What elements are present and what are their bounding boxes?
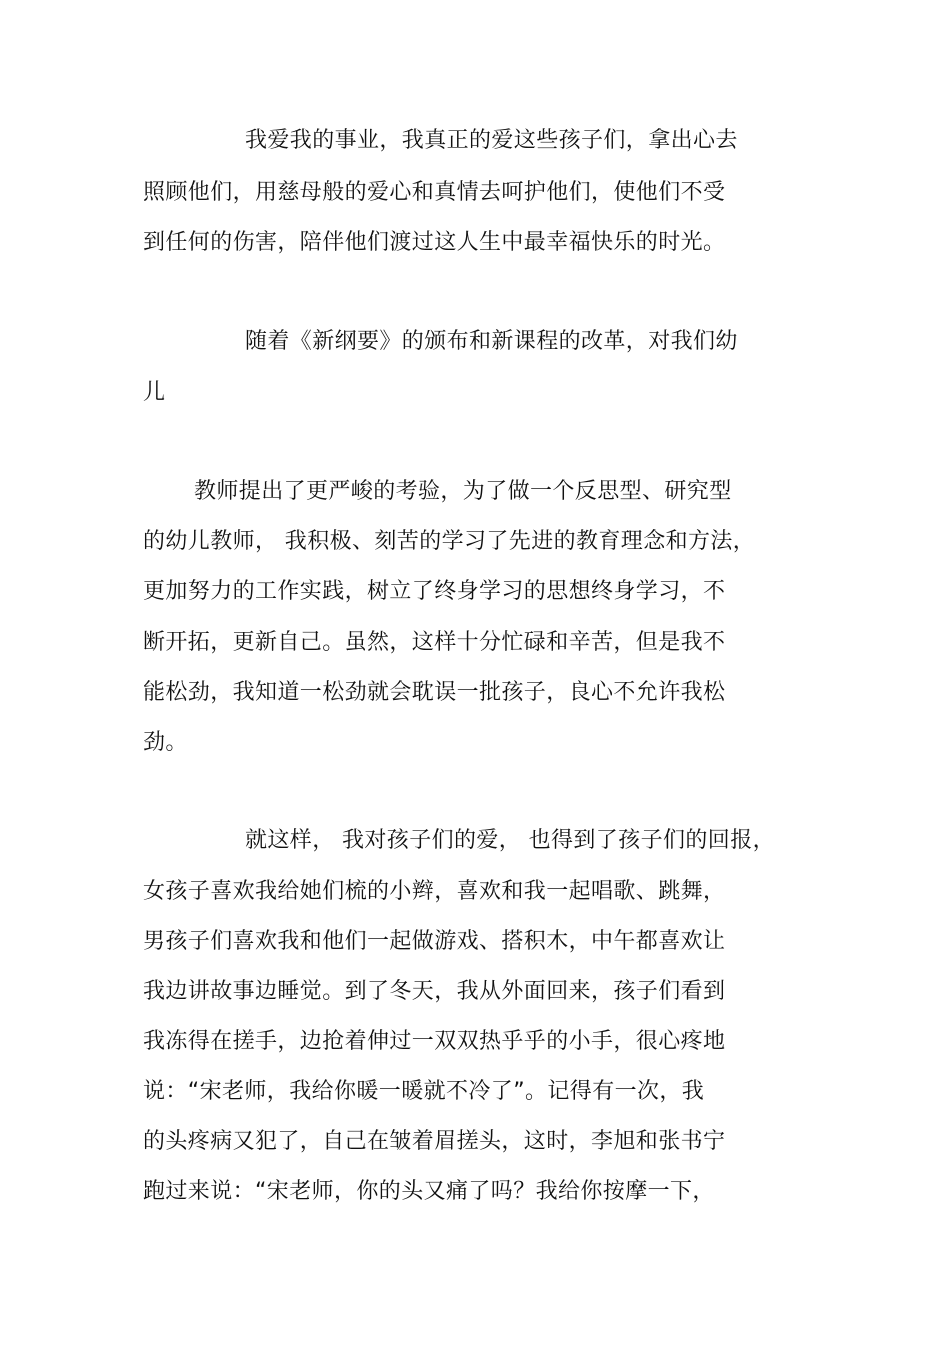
text-line: 到任何的伤害，陪伴他们渡过这人生中最幸福快乐的时光。 xyxy=(143,230,726,255)
text-line: 的头疼病又犯了，自己在皱着眉搓头，这时，李旭和张书宁 xyxy=(143,1129,726,1154)
text-line: 劲。 xyxy=(143,730,188,755)
text-line: 就这样， 我对孩子们的爱， 也得到了孩子们的回报， xyxy=(245,828,775,853)
text-line: 断开拓，更新自己。虽然，这样十分忙碌和辛苦，但是我不 xyxy=(143,630,726,655)
text-line: 照顾他们，用慈母般的爱心和真情去呵护他们，使他们不受 xyxy=(143,180,726,205)
text-line: 教师提出了更严峻的考验，为了做一个反思型、研究型 xyxy=(194,479,732,504)
text-line: 我爱我的事业，我真正的爱这些孩子们，拿出心去 xyxy=(245,128,738,153)
text-line: 说：“宋老师，我给你暖一暖就不冷了”。记得有一次，我 xyxy=(143,1079,705,1104)
text-line: 更加努力的工作实践，树立了终身学习的思想终身学习，不 xyxy=(143,579,726,604)
text-line: 能松劲，我知道一松劲就会耽误一批孩子，良心不允许我松 xyxy=(143,680,726,705)
text-line: 男孩子们喜欢我和他们一起做游戏、搭积木，中午都喜欢让 xyxy=(143,929,726,954)
text-line: 我冻得在搓手，边抢着伸过一双双热乎乎的小手，很心疼地 xyxy=(143,1029,726,1054)
text-line: 女孩子喜欢我给她们梳的小辫，喜欢和我一起唱歌、跳舞， xyxy=(143,879,726,904)
text-line: 随着《新纲要》的颁布和新课程的改革，对我们幼 xyxy=(245,329,738,354)
text-line: 跑过来说：“宋老师，你的头又痛了吗？我给你按摩一下， xyxy=(143,1179,715,1204)
text-line: 我边讲故事边睡觉。到了冬天，我从外面回来，孩子们看到 xyxy=(143,979,726,1004)
text-line: 的幼儿教师， 我积极、刻苦的学习了先进的教育理念和方法， xyxy=(143,529,756,554)
text-line: 儿 xyxy=(143,380,166,405)
